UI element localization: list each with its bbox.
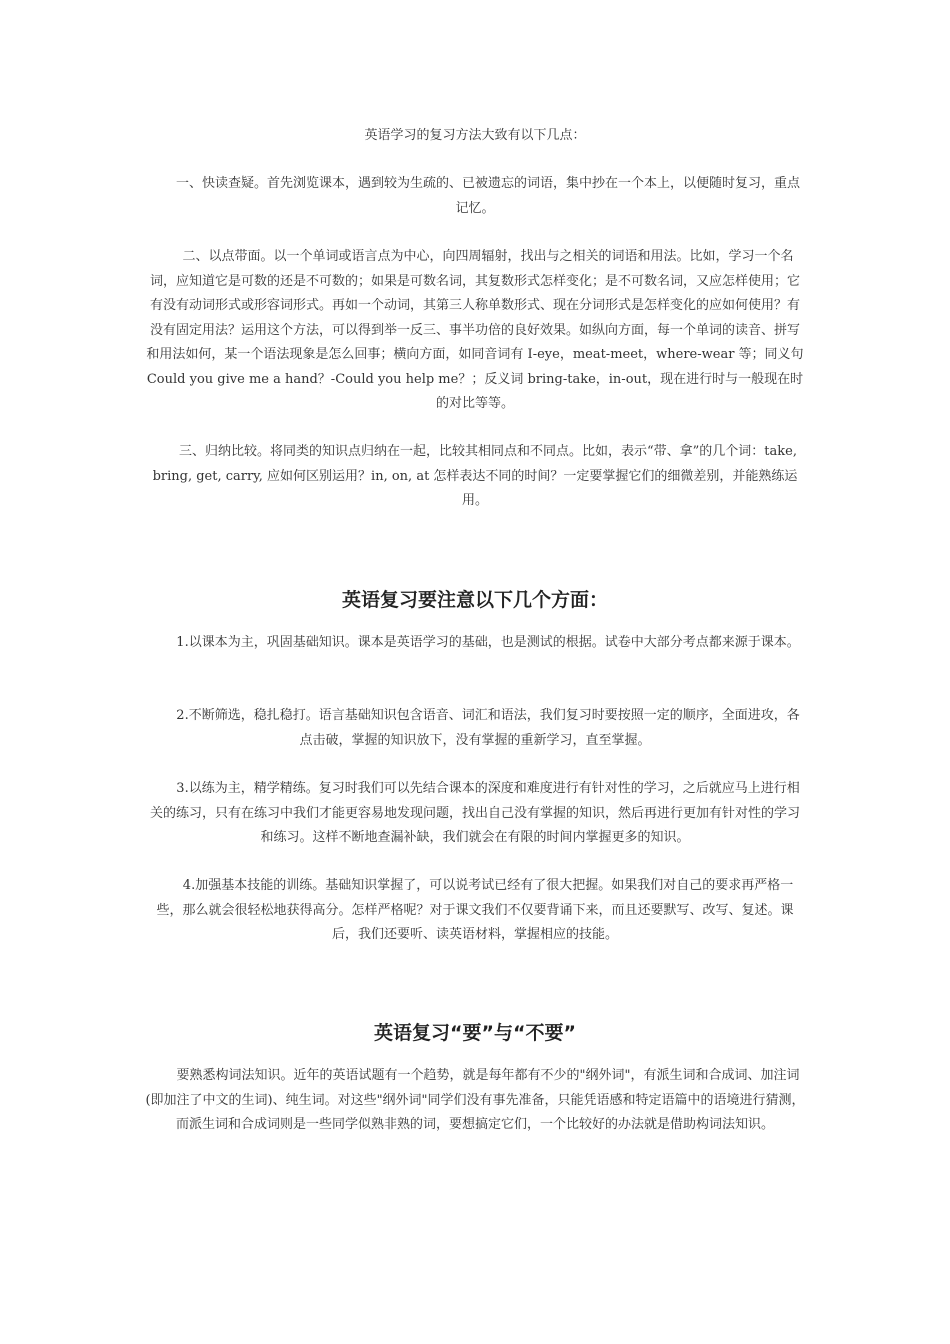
method-point-3: 三、归纳比较。将同类的知识点归纳在一起，比较其相同点和不同点。比如，表示“带、拿”的几个词：take, bring, get, carry, 应如何区别运用？in, on, at 怎样表达不同的时间？一定要掌握它们的细微差别，并能熟练运用。 [152, 444, 798, 508]
attention-item-3: 3.以练为主，精学精练。复习时我们可以先结合课本的深度和难度进行有针对性的学习，之后就应马上进行相关的练习，只有在练习中我们才能更容易地发现问题，找出自己没有掌握的知识，然后再进行更加有针对性的学习和练习。这样不断地查漏补缺，我们就会在有限的时间内掌握更多的知识。 [149, 781, 800, 845]
section-heading-dos-donts: 英语复习“要”与“不要” [374, 1022, 576, 1044]
dos-paragraph-1: 要熟悉构词法知识。近年的英语试题有一个趋势，就是每年都有不少的"纲外词"，有派生词和合成词、加注词(即加注了中文的生词)、纯生词。对这些"纲外词"同学们没有事先准备，只能凭语感和特定语篇中的语境进行猜测，而派生词和合成词则是一些同学似熟非熟的词，要想搞定它们，一个比较好的办法就是借助构词法知识。 [145, 1068, 805, 1132]
intro-text: 英语学习的复习方法大致有以下几点： [364, 128, 586, 143]
method-point-2: 二、以点带面。以一个单词或语言点为中心，向四周辐射，找出与之相关的词语和用法。比如，学习一个名词，应知道它是可数的还是不可数的；如果是可数名词，其复数形式怎样变化；是不可数名词，又应怎样使用；它有没有动词形式或形容词形式。再如一个动词，其第三人称单数形式、现在分词形式是怎样变化的应如何使用？有没有固定用法？运用这个方法，可以得到举一反三、事半功倍的良好效果。如纵向方面，每一个单词的读音、拼写和用法如何，某一个语法现象是怎么回事；横向方面，如同音词有 I-eye，meat-meet，where-wear 等；同义句 Could you give me a hand？-Could you help me？；反义词 bring-take，in-out，现在进行时与一般现在时的对比等等。 [146, 249, 804, 411]
attention-item-1: 1.以课本为主，巩固基础知识。课本是英语学习的基础，也是测试的根据。试卷中大部分考点都来源于课本。 [176, 635, 800, 650]
attention-item-2: 2.不断筛选，稳扎稳打。语言基础知识包含语音、词汇和语法，我们复习时要按照一定的顺序，全面进攻，各点击破，掌握的知识放下，没有掌握的重新学习，直至掌握。 [176, 708, 800, 748]
section-heading-attention: 英语复习要注意以下几个方面： [341, 589, 608, 611]
attention-item-4: 4.加强基本技能的训练。基础知识掌握了，可以说考试已经有了很大把握。如果我们对自己的要求再严格一些，那么就会很轻松地获得高分。怎样严格呢？对于课文我们不仅要背诵下来，而且还要默写、改写、复述。课后，我们还要听、读英语材料，掌握相应的技能。 [156, 878, 794, 942]
method-point-1: 一、快读查疑。首先浏览课本，遇到较为生疏的、已被遗忘的词语，集中抄在一个本上，以便随时复习，重点记忆。 [175, 176, 800, 216]
